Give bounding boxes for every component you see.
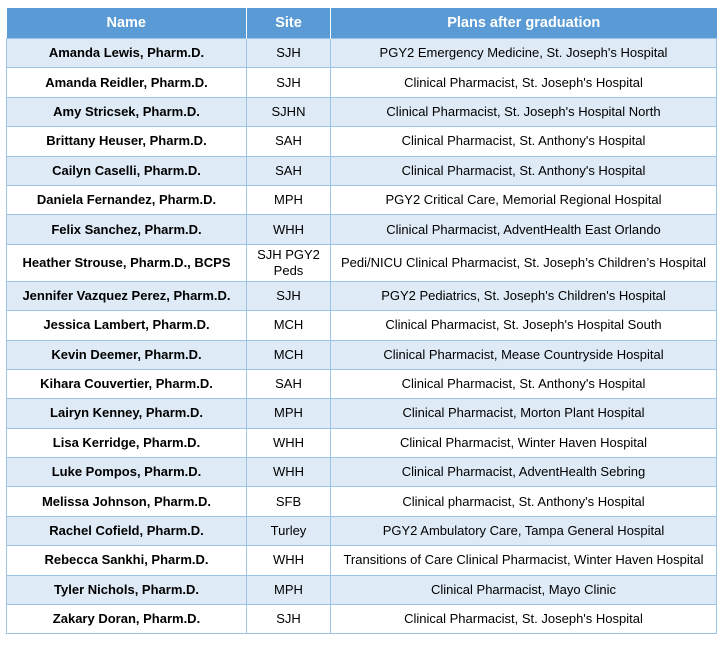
header-plans: Plans after graduation [331,8,717,39]
cell-site: MPH [247,185,331,214]
cell-name: Amanda Lewis, Pharm.D. [7,39,247,68]
table-row [7,156,717,185]
header-site: Site [247,8,331,39]
table-header-row [7,8,717,39]
cell-name: Tyler Nichols, Pharm.D. [7,575,247,604]
table-row [7,68,717,97]
cell-site: SAH [247,156,331,185]
cell-plan: Clinical Pharmacist, St. Joseph's Hospital [331,68,717,97]
cell-plan: Clinical Pharmacist, Mease Countryside Hospital [331,340,717,369]
table-row [7,399,717,428]
cell-name: Brittany Heuser, Pharm.D. [7,127,247,156]
cell-site: MPH [247,575,331,604]
cell-plan: Clinical Pharmacist, St. Joseph's Hospital North [331,97,717,126]
cell-plan: Clinical Pharmacist, AdventHealth East Orlando [331,215,717,244]
cell-site: SFB [247,487,331,516]
table-row [7,369,717,398]
cell-site: SJH [247,281,331,310]
cell-site: WHH [247,546,331,575]
cell-site: MCH [247,311,331,340]
cell-name: Lisa Kerridge, Pharm.D. [7,428,247,457]
table-body [7,39,717,634]
cell-site: MPH [247,399,331,428]
cell-plan: Clinical Pharmacist, Winter Haven Hospital [331,428,717,457]
table-row [7,487,717,516]
cell-plan: Clinical Pharmacist, AdventHealth Sebring [331,458,717,487]
table-row [7,215,717,244]
graduate-table-container [6,8,716,634]
cell-plan: PGY2 Pediatrics, St. Joseph's Children's Hospital [331,281,717,310]
cell-name: Luke Pompos, Pharm.D. [7,458,247,487]
cell-name: Felix Sanchez, Pharm.D. [7,215,247,244]
cell-site: WHH [247,428,331,457]
cell-plan: Clinical Pharmacist, St. Joseph's Hospital South [331,311,717,340]
cell-site: SAH [247,127,331,156]
cell-site: SJH [247,39,331,68]
graduate-plans-table [6,8,717,634]
cell-plan: PGY2 Critical Care, Memorial Regional Hospital [331,185,717,214]
table-row [7,185,717,214]
cell-plan: Transitions of Care Clinical Pharmacist, Winter Haven Hospital [331,546,717,575]
table-row [7,244,717,281]
cell-name: Daniela Fernandez, Pharm.D. [7,185,247,214]
cell-site: Turley [247,516,331,545]
cell-site: SJH [247,68,331,97]
cell-name: Amy Stricsek, Pharm.D. [7,97,247,126]
cell-name: Kihara Couvertier, Pharm.D. [7,369,247,398]
cell-plan: Clinical Pharmacist, Mayo Clinic [331,575,717,604]
cell-plan: Clinical Pharmacist, St. Joseph's Hospital [331,605,717,634]
cell-plan: Clinical pharmacist, St. Anthony's Hospital [331,487,717,516]
cell-site: SJHN [247,97,331,126]
cell-site: SAH [247,369,331,398]
cell-plan: Clinical Pharmacist, St. Anthony's Hospital [331,156,717,185]
cell-name: Kevin Deemer, Pharm.D. [7,340,247,369]
cell-name: Rachel Cofield, Pharm.D. [7,516,247,545]
table-row [7,605,717,634]
table-row [7,458,717,487]
cell-plan: PGY2 Emergency Medicine, St. Joseph's Hospital [331,39,717,68]
cell-name: Rebecca Sankhi, Pharm.D. [7,546,247,575]
cell-name: Melissa Johnson, Pharm.D. [7,487,247,516]
cell-site: WHH [247,215,331,244]
table-row [7,281,717,310]
table-row [7,127,717,156]
cell-plan: Clinical Pharmacist, St. Anthony's Hospital [331,127,717,156]
table-row [7,97,717,126]
table-row [7,39,717,68]
cell-name: Cailyn Caselli, Pharm.D. [7,156,247,185]
cell-site: SJH [247,605,331,634]
cell-name: Zakary Doran, Pharm.D. [7,605,247,634]
cell-name: Amanda Reidler, Pharm.D. [7,68,247,97]
header-name: Name [7,8,247,39]
cell-site: SJH PGY2 Peds [247,244,331,281]
cell-site: WHH [247,458,331,487]
cell-site: MCH [247,340,331,369]
cell-plan: Clinical Pharmacist, Morton Plant Hospital [331,399,717,428]
table-row [7,516,717,545]
cell-name: Lairyn Kenney, Pharm.D. [7,399,247,428]
table-row [7,575,717,604]
cell-plan: PGY2 Ambulatory Care, Tampa General Hospital [331,516,717,545]
cell-plan: Clinical Pharmacist, St. Anthony's Hospital [331,369,717,398]
cell-name: Heather Strouse, Pharm.D., BCPS [7,244,247,281]
cell-plan: Pedi/NICU Clinical Pharmacist, St. Joseph’s Children’s Hospital [331,244,717,281]
cell-name: Jessica Lambert, Pharm.D. [7,311,247,340]
table-row [7,340,717,369]
table-row [7,546,717,575]
cell-name: Jennifer Vazquez Perez, Pharm.D. [7,281,247,310]
table-row [7,428,717,457]
table-row [7,311,717,340]
